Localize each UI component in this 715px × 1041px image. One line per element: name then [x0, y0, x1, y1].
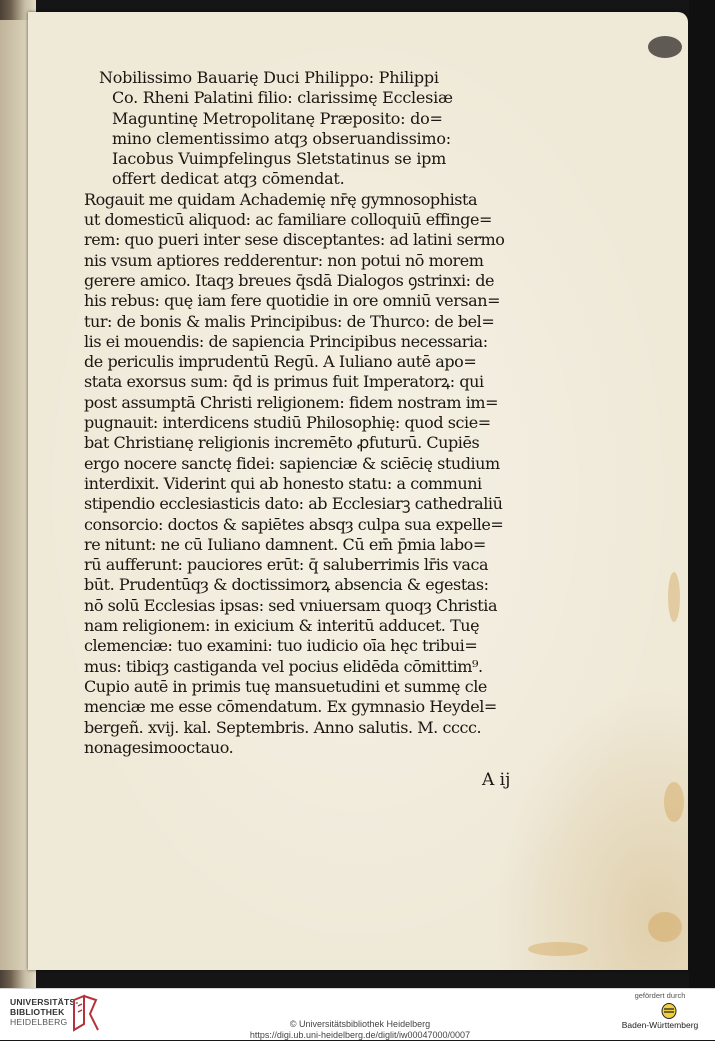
dedication-line: Co. Rheni Palatini filio: clarissimę Ecclesiæ [112, 88, 453, 108]
body-line: stata exorsus sum: q̄d is primus fuit Imperatorꝝ: qui [84, 372, 484, 392]
body-line: rem: quo pueri inter sese disceptantes: ad latini sermo [84, 230, 505, 250]
library-line-3: HEIDELBERG [10, 1017, 68, 1027]
library-line-2: BIBLIOTHEK [10, 1007, 65, 1017]
body-line: rū aufferunt: pauciores erūt: q̄ saluberrimis lr̄is vaca [84, 555, 489, 575]
state-crest-icon [661, 1003, 677, 1019]
footer-bar [0, 988, 715, 1040]
permalink[interactable]: https://digi.ub.uni-heidelberg.de/diglit/iw00047000/0007 [249, 1030, 471, 1040]
signature-mark: A ij [482, 770, 511, 790]
dedication-line: mino clementissimo atqȝ obseruandissimo: [112, 128, 451, 148]
body-line: ut domesticū aliquod: ac familiare colloquiū effinge= [84, 210, 492, 230]
dedication-line: Iacobus Vuimpfelingus Sletstatinus se ipm [112, 149, 447, 169]
body-line: re nitunt: ne cū Iuliano damnent. Cū em̄ p̄mia labo= [84, 534, 486, 554]
body-text [84, 190, 554, 758]
body-line: Cupio autē in primis tuę mansuetudini et summę cle [84, 676, 487, 696]
body-line: gerere amico. Itaqȝ breues q̄sdā Dialogos ꝯstrinxi: de [84, 270, 495, 290]
copyright-text: © Universitätsbibliothek Heidelberg [289, 1019, 431, 1029]
body-line: bergeñ. xvij. kal. Septembris. Anno salutis. M. cccc. [84, 717, 482, 737]
foxing-stain [664, 782, 684, 822]
body-line: de periculis imprudentū Regū. A Iuliano autē apo= [84, 352, 477, 372]
body-line: mus: tibiqȝ castiganda vel pocius elidēda cōmittim⁹. [84, 656, 483, 676]
body-line: his rebus: quę iam fere quotidie in ore omniū versan= [84, 291, 501, 311]
body-line: lis ei mouendis: de sapiencia Principibus necessaria: [84, 331, 488, 351]
library-logo-text[interactable] [10, 997, 79, 1027]
body-line: menciæ me esse cōmendatum. Ex gymnasio Heydel= [84, 697, 497, 717]
body-line: bat Christianę religionis incremēto ꝓfuturū. Cupiēs [84, 433, 480, 453]
page-text [84, 68, 554, 758]
sponsor-name: Baden-Württemberg [621, 1020, 699, 1030]
body-line: nam religionem: in exicium & interitū adducet. Tuę [84, 616, 480, 636]
sponsor-block[interactable] [615, 991, 705, 1030]
copyright-info [170, 1019, 550, 1041]
dedication-line: Nobilissimo Bauarię Duci Philippo: Philippi [99, 68, 439, 87]
foxing-stain [528, 942, 588, 956]
body-line: būt. Prudentūqȝ & doctissimorꝝ absencia & egestas: [84, 575, 489, 595]
university-logo-icon[interactable] [70, 994, 100, 1032]
body-line: nonagesimooctauo. [84, 737, 234, 757]
body-line: interdixit. Viderint qui ab honesto statu: a communi [84, 473, 482, 493]
foxing-stain [668, 572, 680, 622]
dedication-line: offert dedicat atqȝ cōmendat. [112, 169, 345, 189]
library-line-1: UNIVERSITÄTS- [10, 997, 79, 1007]
body-line: nō solū Ecclesias ipsas: sed vniuersam quoqȝ Christia [84, 595, 498, 615]
body-line: clemenciæ: tuo examini: tuo iudicio oīa hęc tribui= [84, 636, 478, 656]
body-line: ergo nocere sanctę fidei: sapienciæ & sciēcię studium [84, 453, 500, 473]
body-line: Rogauit me quidam Achademię nr̄ę gymnosophista [84, 189, 478, 209]
body-line: pugnauit: interdicens studiū Philosophię: quod scie= [84, 413, 491, 433]
body-line: tur: de bonis & malis Principibus: de Thurco: de bel= [84, 311, 495, 331]
sponsor-label: gefördert durch [634, 991, 686, 1000]
dedication [84, 68, 554, 190]
body-line: stipendio ecclesiasticis dato: ab Ecclesiarꝫ cathedraliū [84, 494, 503, 514]
dedication-line: Maguntinę Metropolitanę Præposito: do= [112, 108, 443, 128]
body-line: post assumptā Christi religionem: fidem nostram im= [84, 392, 499, 412]
body-line: consorcio: doctos & sapiētes absqȝ culpa sua expelle= [84, 514, 504, 534]
right-dark-strip [689, 0, 715, 988]
body-line: nis vsum aptiores redderentur: non potui nō morem [84, 250, 484, 270]
foxing-stain [648, 912, 682, 942]
page-hole [648, 36, 682, 58]
